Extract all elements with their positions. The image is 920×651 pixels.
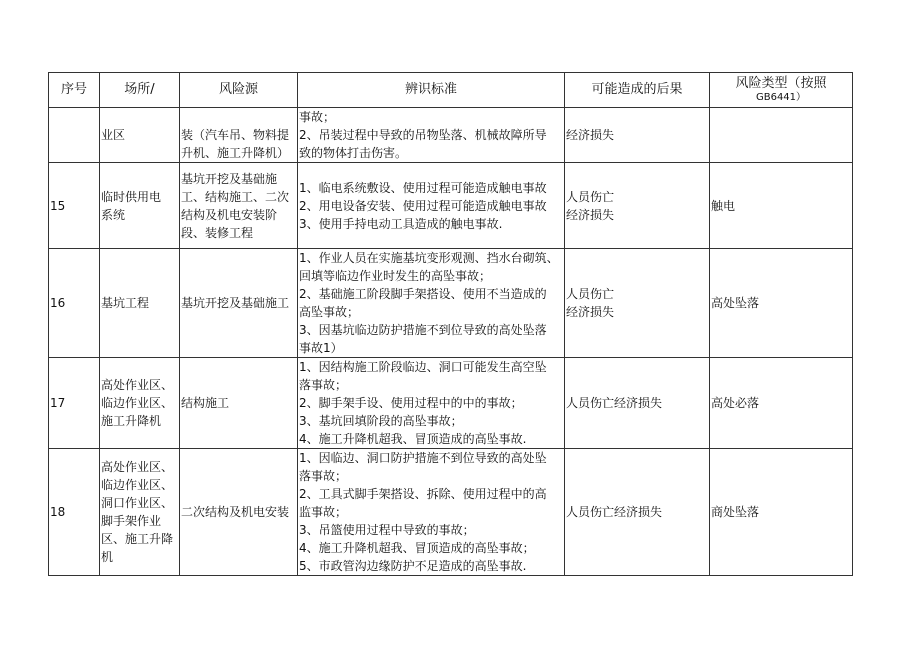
place-cell	[100, 358, 180, 449]
row-number: 17	[49, 358, 100, 449]
criteria-line: 2、吊装过程中导致的吊物坠落、机械故障所导	[299, 128, 547, 142]
criteria-line: 1、因结构施工阶段临边、洞口可能发生高空坠	[299, 360, 547, 374]
risk-type-cell: 高处必落	[710, 358, 853, 449]
consequence-cell	[565, 108, 710, 163]
risk-type-cell	[710, 108, 853, 163]
place-cell	[100, 163, 180, 249]
criteria-line: 致的物体打击伤害。	[299, 146, 408, 160]
header-risk-type	[710, 73, 853, 108]
criteria-line: 4、施工升降机超我、冒顶造成的高坠事故.	[299, 432, 527, 446]
place-cell	[100, 249, 180, 358]
hazard-cell	[180, 358, 298, 449]
criteria-cell	[298, 108, 565, 163]
criteria-line: 2、脚手架手设、使用过程中的中的事故；	[299, 396, 523, 410]
risk-type-cell: 商处坠落	[710, 449, 853, 576]
criteria-line: 事故1）	[299, 341, 343, 355]
criteria-line: 落事故；	[299, 469, 348, 483]
place-line: 临边作业区、	[101, 478, 174, 492]
criteria-line: 落事故；	[299, 378, 348, 392]
criteria-line: 5、市政管沟边缘防护不足造成的高坠事故.	[299, 559, 527, 573]
hazard-line: 结构施工	[181, 396, 230, 410]
header-criteria: 辨识标准	[298, 73, 565, 108]
place-cell	[100, 108, 180, 163]
place-line: 施工升降机	[101, 414, 162, 428]
place-line: 机	[101, 550, 114, 564]
criteria-line: 3、基坑回填阶段的高坠事故；	[299, 414, 463, 428]
criteria-line: 3、吊篮使用过程中导致的事故；	[299, 523, 475, 537]
hazard-line: 工、结构施工、二次	[181, 189, 290, 204]
consequence-cell	[565, 163, 710, 249]
header-row	[49, 73, 853, 108]
hazard-line: 结构及机电安装阶	[181, 207, 278, 222]
criteria-line: 事故；	[299, 110, 336, 124]
criteria-line: 回填等临边作业时发生的高坠事故；	[299, 269, 492, 283]
consequence-cell	[565, 449, 710, 576]
header-no: 序号	[49, 73, 100, 108]
header-hazard: 风险源	[180, 73, 298, 108]
header-risk-type-sub: GB6441）	[755, 92, 807, 103]
consequence-line: 经济损失	[566, 207, 615, 222]
place-line: 区、施工升降	[101, 532, 174, 546]
criteria-cell	[298, 249, 565, 358]
row-number: 16	[49, 249, 100, 358]
table-row	[49, 358, 853, 449]
risk-type-cell: 高处坠落	[710, 249, 853, 358]
criteria-line: 1、因临边、洞口防护措施不到位导致的高处坠	[299, 451, 547, 465]
criteria-line: 监事故；	[299, 505, 348, 519]
consequence-cell	[565, 249, 710, 358]
hazard-line: 装（汽车吊、物料提	[181, 128, 290, 142]
risk-type-cell: 触电	[710, 163, 853, 249]
hazard-line: 基坑开挖及基础施	[181, 171, 278, 186]
place-line: 系统	[101, 207, 126, 222]
criteria-line: 1、作业人员在实施基坑变形观测、挡水台砌筑、	[299, 251, 559, 265]
criteria-line: 2、基础施工阶段脚手架搭设、使用不当造成的	[299, 287, 547, 301]
criteria-line: 4、施工升降机超我、冒顶造成的高坠事故；	[299, 541, 535, 555]
hazard-line: 升机、施工升降机）	[181, 146, 290, 160]
hazard-line: 基坑开挖及基础施工	[181, 296, 290, 310]
table-row	[49, 108, 853, 163]
consequence-line: 人员伤亡经济损失	[566, 505, 663, 519]
criteria-line: 1、临电系统敷设、使用过程可能造成触电事故	[299, 180, 547, 195]
criteria-line: 高坠事故；	[299, 305, 360, 319]
consequence-line: 人员伤亡	[566, 287, 615, 301]
row-number	[49, 108, 100, 163]
consequence-line: 经济损失	[566, 128, 615, 142]
consequence-line: 经济损失	[566, 305, 615, 319]
place-line: 脚手架作业	[101, 514, 162, 528]
place-line: 高处作业区、	[101, 460, 174, 474]
place-line: 洞口作业区、	[101, 496, 174, 510]
criteria-cell	[298, 358, 565, 449]
row-number: 18	[49, 449, 100, 576]
consequence-line: 人员伤亡	[566, 189, 615, 204]
hazard-line: 段、装修工程	[181, 225, 254, 240]
risk-identification-table	[48, 72, 853, 576]
criteria-line: 2、工具式脚手架搭设、拆除、使用过程中的高	[299, 487, 547, 501]
place-cell	[100, 449, 180, 576]
header-place: 场所/	[100, 73, 180, 108]
criteria-cell	[298, 449, 565, 576]
place-line: 业区	[101, 128, 126, 142]
place-line: 临时供用电	[101, 189, 162, 204]
criteria-cell	[298, 163, 565, 249]
table-row	[49, 449, 853, 576]
table-row	[49, 163, 853, 249]
hazard-line: 二次结构及机电安装	[181, 505, 290, 519]
consequence-line: 人员伤亡经济损失	[566, 396, 663, 410]
header-risk-type-main: 风险类型（按照	[735, 76, 827, 91]
table-row	[49, 249, 853, 358]
hazard-line	[181, 108, 296, 126]
consequence-cell	[565, 358, 710, 449]
hazard-cell	[180, 108, 298, 163]
place-line: 高处作业区、	[101, 378, 174, 392]
criteria-line: 2、用电设备安装、使用过程可能造成触电事故	[299, 198, 547, 213]
criteria-line: 3、使用手持电动工具造成的触电事故.	[299, 216, 503, 231]
header-consequence: 可能造成的后果	[565, 73, 710, 108]
criteria-line: 3、因基坑临边防护措施不到位导致的高处坠落	[299, 323, 547, 337]
place-line: 基坑工程	[101, 296, 150, 310]
hazard-cell	[180, 163, 298, 249]
place-line: 临边作业区、	[101, 396, 174, 410]
hazard-cell	[180, 449, 298, 576]
hazard-cell	[180, 249, 298, 358]
row-number: 15	[49, 163, 100, 249]
